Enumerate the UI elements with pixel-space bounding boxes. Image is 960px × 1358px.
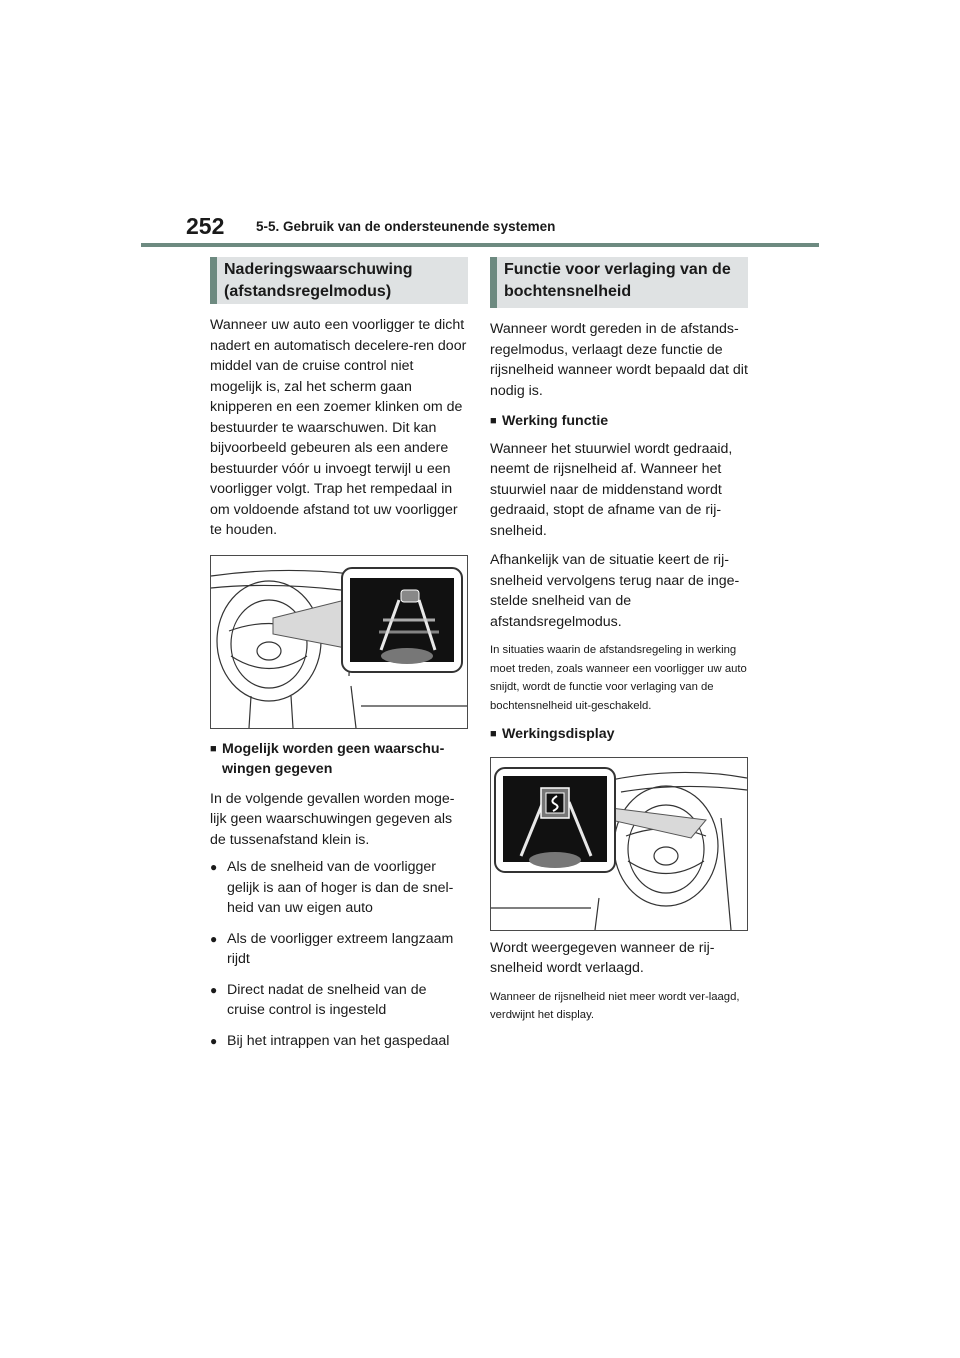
approach-warning-illustration (210, 555, 468, 729)
list-item (210, 929, 468, 970)
subsection-no-warnings-heading (210, 739, 468, 780)
round-bullet-icon: ● (210, 860, 218, 874)
list-item-text: Direct nadat de snelheid van de cruise control is ingesteld (227, 981, 427, 1018)
curve-speed-display-illustration (490, 757, 748, 931)
section-heading-approach-warning: Naderingswaarschuwing (afstandsregelmodus) (210, 257, 468, 304)
curve-warning-icon (541, 788, 569, 818)
car-ahead-icon (401, 590, 419, 602)
round-bullet-icon: ● (210, 982, 218, 997)
round-bullet-icon: ● (210, 1033, 218, 1048)
dashboard-curve-drawing (491, 758, 747, 930)
display-text: Wordt weergegeven wanneer de rij-snelheid wordt verlaagd. (490, 939, 715, 976)
subsection-operation-heading (490, 411, 748, 432)
list-item (210, 980, 468, 1021)
round-bullet-icon: ● (210, 931, 218, 946)
square-bullet-icon: ■ (490, 415, 497, 427)
display-note: Wanneer de rijsnelheid niet meer wordt ver-laagd, verdwijnt het display. (490, 990, 740, 1021)
operation-text-2: Afhankelijk van de situatie keert de rij-snelheid vervolgens terug naar de inge-stelde snelheid van de afstandsregelmodus. (490, 552, 740, 630)
subsection-display-title: Werkingsdisplay (502, 726, 615, 742)
subsection-no-warnings-title: Mogelijk worden geen waarschu-wingen gegeven (222, 740, 445, 777)
header-rule (141, 243, 819, 247)
subsection-operation-title: Werking functie (502, 413, 609, 429)
list-item-text: Bij het intrappen van het gaspedaal (227, 1032, 450, 1049)
list-item-text: Als de voorligger extreem langzaam rijdt (227, 930, 454, 967)
square-bullet-icon: ■ (490, 728, 497, 740)
curve-speed-intro: Wanneer wordt gereden in de afstands-regelmodus, verlaagt deze functie de rijsnelheid wanneer wordt bepaald dat dit nodig is. (490, 321, 748, 399)
left-column (210, 257, 468, 1061)
operation-text-1: Wanneer het stuurwiel wordt gedraaid, neemt de rijsnelheid af. Wanneer het stuurwiel naar de middenstand wordt gedraaid, stopt de afname van de rij-snelheid. (490, 440, 733, 539)
no-warnings-list (210, 857, 468, 1051)
section-heading-curve-speed: Functie voor verlaging van de bochtensnelheid (490, 257, 748, 308)
right-column (490, 257, 748, 1025)
list-item (210, 1031, 468, 1052)
chapter-title: 5-5. Gebruik van de ondersteunende systemen (256, 219, 556, 234)
list-item (210, 857, 468, 919)
approach-warning-text: Wanneer uw auto een voorligger te dicht nadert en automatisch decelere-ren door middel van de cruise control niet mogelijk is, zal het scherm gaan knipperen en een zoemer klinken om de bestuurder te waarschuwen. Dit kan bijvoorbeeld gebeuren als een andere bestuurder vóór u invoegt terwijl u een voorligger volgt. Trap het rempedaal in om voldoende afstand tot uw voorligger te houden. (210, 317, 467, 538)
subsection-display-heading (490, 724, 748, 745)
operation-note: In situaties waarin de afstandsregeling in werking moet treden, zoals wanneer een voorligger uw auto snijdt, wordt de functie voor verlaging van de bochtensnelheid uit-geschakeld. (490, 644, 747, 712)
list-item-text: Als de snelheid van de voorligger gelijk is aan of hoger is dan de snel-heid van uw eigen auto (227, 859, 454, 916)
no-warnings-intro: In de volgende gevallen worden moge-lijk geen waarschuwingen gegeven als de tussenafstand klein is. (210, 790, 455, 848)
square-bullet-icon: ■ (210, 742, 217, 755)
dashboard-warning-drawing (211, 556, 467, 728)
page-number: 252 (186, 213, 225, 239)
